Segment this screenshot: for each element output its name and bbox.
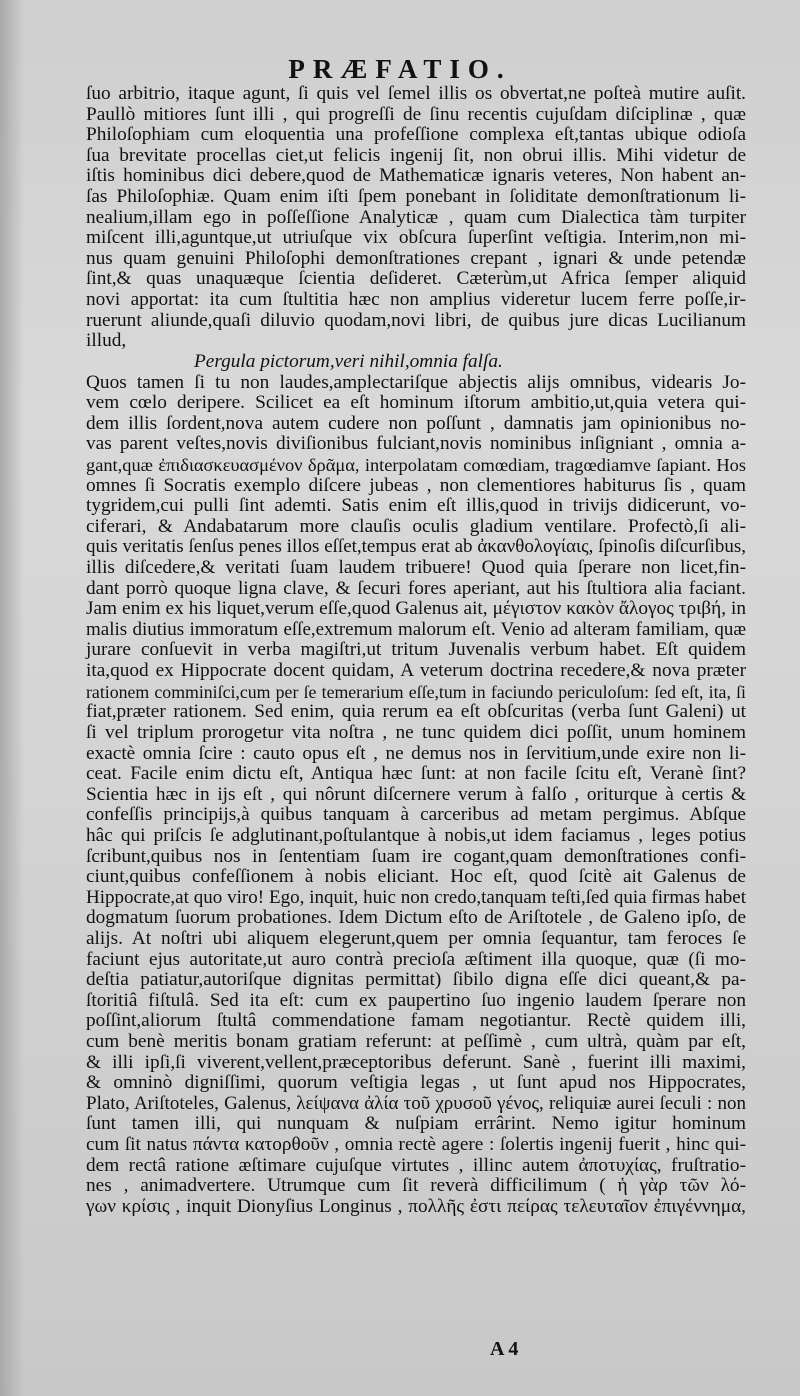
text-line: miſcent illi,aguntque,ut utriuſque vix obſcura ſuperſint veſtigia. Interim,non mi- [86,227,746,249]
text-line: Jam enim ex his liquet,verum eſſe,quod Galenus ait, μέγιστον κακὸν ἄλογος τριβή, in [86,598,746,620]
text-line: cum benè meritis bonam gratiam referunt: at peſſimè , cum ultrà, quàm par eſt, [86,1031,746,1053]
text-line: fiat,præter rationem. Sed enim, quia rerum ea eſt obſcuritas (verba ſunt Galeni) ut [86,701,746,723]
text-line: γων κρίσις , inquit Dionyſius Longinus , πολλῆς ἐστι πείρας τελευταῖον ἐπιγέννημα, [86,1195,746,1217]
signature-mark: A 4 [490,1338,519,1360]
text-line: ſtoritiâ fiſtulâ. Sed ita eſt: cum ex paupertino ſuo ingenio laudem ſperare non [86,989,746,1011]
text-line: nus quam genuini Philoſophi demonſtrationes crepant , ignari & unde petendæ [86,247,746,269]
text-line: ciferari, & Andabatarum more clauſis oculis gladium ventilare. Profectò,ſi ali- [86,515,746,537]
text-line: illis diſcedere,& veritati ſuam laudem tribuere! Quod quia ſperare non licet,fin- [86,557,746,579]
text-line: illud, [86,330,127,352]
text-line: alijs. At noſtri ubi aliquem elegerunt,quem per omnia ſequantur, tam feroces ſe [86,927,746,949]
text-line: Quos tamen ſi tu non laudes,amplectariſque abjectis alijs omnibus, videaris Jo- [86,371,746,393]
text-line: vas parent veſtes,novis diviſionibus fulciant,novis nominibus inſigniant , omnia a- [86,433,746,455]
text-line: ita,quod ex Hippocrate docent quidam, A veterum doctrina recedere,& nova præter [86,660,746,682]
text-line: vem cœlo deripere. Scilicet ea eſt hominum iſtorum ambitio,ut,quia vetera qui- [86,392,746,414]
running-header: PRÆFATIO. [288,54,512,84]
text-line: ruerunt aliunde,quaſi diluvio quodam,novi libri, de quibus jure dicas Lucilianum [86,309,746,331]
text-line: quis veritatis ſenſus penes illos eſſet,tempus erat ab ἀκανθολογίαις, ſpinoſis diſcurſibus, [86,536,746,558]
text-line: Plato, Ariſtoteles, Galenus, λείψανα ἀλία τοῦ χρυσοῦ γένος, reliquiæ aurei ſeculi : non [86,1092,746,1114]
text-line: cum ſit natus πάντα κατορθοῦν , omnia rectè agere : ſolertis ingenij fuerit , hinc qui- [86,1134,746,1156]
text-line: ſi vel triplum prorogetur vita noſtra , ne tunc quidem dici poſſit, unum hominem [86,721,746,743]
text-line: dem illis ſordent,nova autem cudere non poſſunt , damnatis jam opinionibus no- [86,412,746,434]
text-line: & omninò digniſſimi, quorum veſtigia legas , ut ſunt apud nos Hippocrates, [86,1072,746,1094]
text-line: malis diutius immoratum eſſe,extremum malorum eſt. Venio ad alteram familiam, quæ [86,618,746,640]
text-line: gant,quæ ἐπιδιασκευασμένον δρᾶμα, interpolatam comœdiam, tragœdiamve ſapiant. Hos [86,454,746,475]
text-line: rationem comminiſci,cum per ſe temerarium eſſe,tum in faciundo periculoſum: ſed eſt, ita, ſi [86,681,746,702]
text-line: confeſſis principijs,à quibus tanquam à carceribus ad metam pergimus. Abſque [86,804,746,826]
text-line: nealium,illam ego in poſſeſſione Analyticæ , quam cum Dialectica tàm turpiter [86,206,746,228]
text-line: deſtia patiatur,autoriſque dignitas permittat) ſibilo digna eſſe dici queant,& pa- [86,969,746,991]
text-line: Philoſophiam cum eloquentia una profeſſione complexa eſt,tantas ubique odioſa [86,124,746,146]
text-line: nes , animadvertere. Utrumque cum ſit reverà difficilimum ( ἡ γὰρ τῶν λό- [86,1175,746,1197]
text-line: dogmatum ſuorum probationes. Idem Dictum eſto de Ariſtotele , de Galeno ipſo, de [86,907,746,929]
text-line: ſuo arbitrio, itaque agunt, ſi quis vel ſemel illis os obvertat,ne poſteà mutire auſit. [86,83,746,104]
body-text [86,84,746,1218]
text-line: tygridem,cui pulli ſint ademti. Satis enim eſt illis,quod in trivijs didicerunt, vo- [86,495,746,517]
text-line: & illi ipſi,ſi viverent,vellent,præceptoribus deferunt. Sanè , fuerint illi maximi, [86,1051,746,1073]
text-line: Pergula pictorum,veri nihil,omnia falſa. [194,350,503,372]
text-line: ſcribunt,quibus nos in ſententiam ſuam ire cogant,quam demonſtrationes confi- [86,845,746,867]
text-line: ſua brevitate procellas ciet,ut felicis ingenij ſit, non obrui illis. Mihi videtur de [86,144,746,166]
text-line: ceat. Facile enim dictu eſt, Antiqua hæc ſunt: at non facile ſcitu eſt, Veranè ſint? [86,763,746,785]
text-line: Scientia hæc in ijs eſt , qui nôrunt diſcernere verum à falſo , oriturque à certis & [86,783,746,805]
text-line: dant porrò quoque ligna clave, & ſecuri fores aperiant, aut his ſtultiora alia faciant. [86,577,746,599]
text-line: dem rectâ ratione æſtimare cujuſque virtutes , illinc autem ἀποτυχίας, fruſtratio- [86,1154,746,1176]
text-line: exactè omnia ſcire : cauto opus eſt , ne demus nos in ſervitium,unde exire non li- [86,742,746,764]
text-line: poſſint,aliorum ſtultâ commendatione famam negotiantur. Rectè quidem illi, [86,1010,746,1032]
text-line: jurare conſuevit in verba magiſtri,ut tritum Juvenalis verbum habet. Eſt quidem [86,639,746,661]
text-line: ſunt tamen illi, qui nunquam & nuſpiam errârint. Nemo igitur hominum [86,1113,746,1135]
text-line: novi apportat: ita cum ſtultitia hæc non amplius videretur lucem ferre poſſe,ir- [86,289,746,311]
text-line: ſas Philoſophiæ. Quam enim iſti ſpem ponebant in ſoliditate demonſtrationum li- [86,186,746,208]
text-line: hâc qui priſcis ſe adglutinant,poſtulantque à nobis,ut idem faciamus , leges potius [86,824,746,846]
text-line: faciunt ejus autoritate,ut auro contrà precioſa æſtiment illa quoque, quæ (ſi mo- [86,948,746,970]
text-line: Paullò mitiores ſunt illi , qui progreſſi de ſinu recentis cujuſdam diſciplinæ , quæ [86,103,746,125]
text-line: Hippocrate,at quo viro! Ego, inquit, huic non credo,tanquam teſti,ſed quia firmas habet [86,886,746,908]
text-line: ſint,& quas unaquæque ſcientia deſideret. Cæterùm,ut Africa ſemper aliquid [86,268,746,290]
text-line: ciunt,quibus confeſſionem à nobis eliciant. Hoc eſt, quod ſcitè ait Galenus de [86,866,746,888]
text-line: iſtis hominibus dici debere,quod de Mathematicæ ignaris veteres, Non habent an- [86,165,746,187]
text-line: omnes ſi Socratis exemplo diſcere jubeas , non clementiores habiturus ſis , quam [86,474,746,496]
